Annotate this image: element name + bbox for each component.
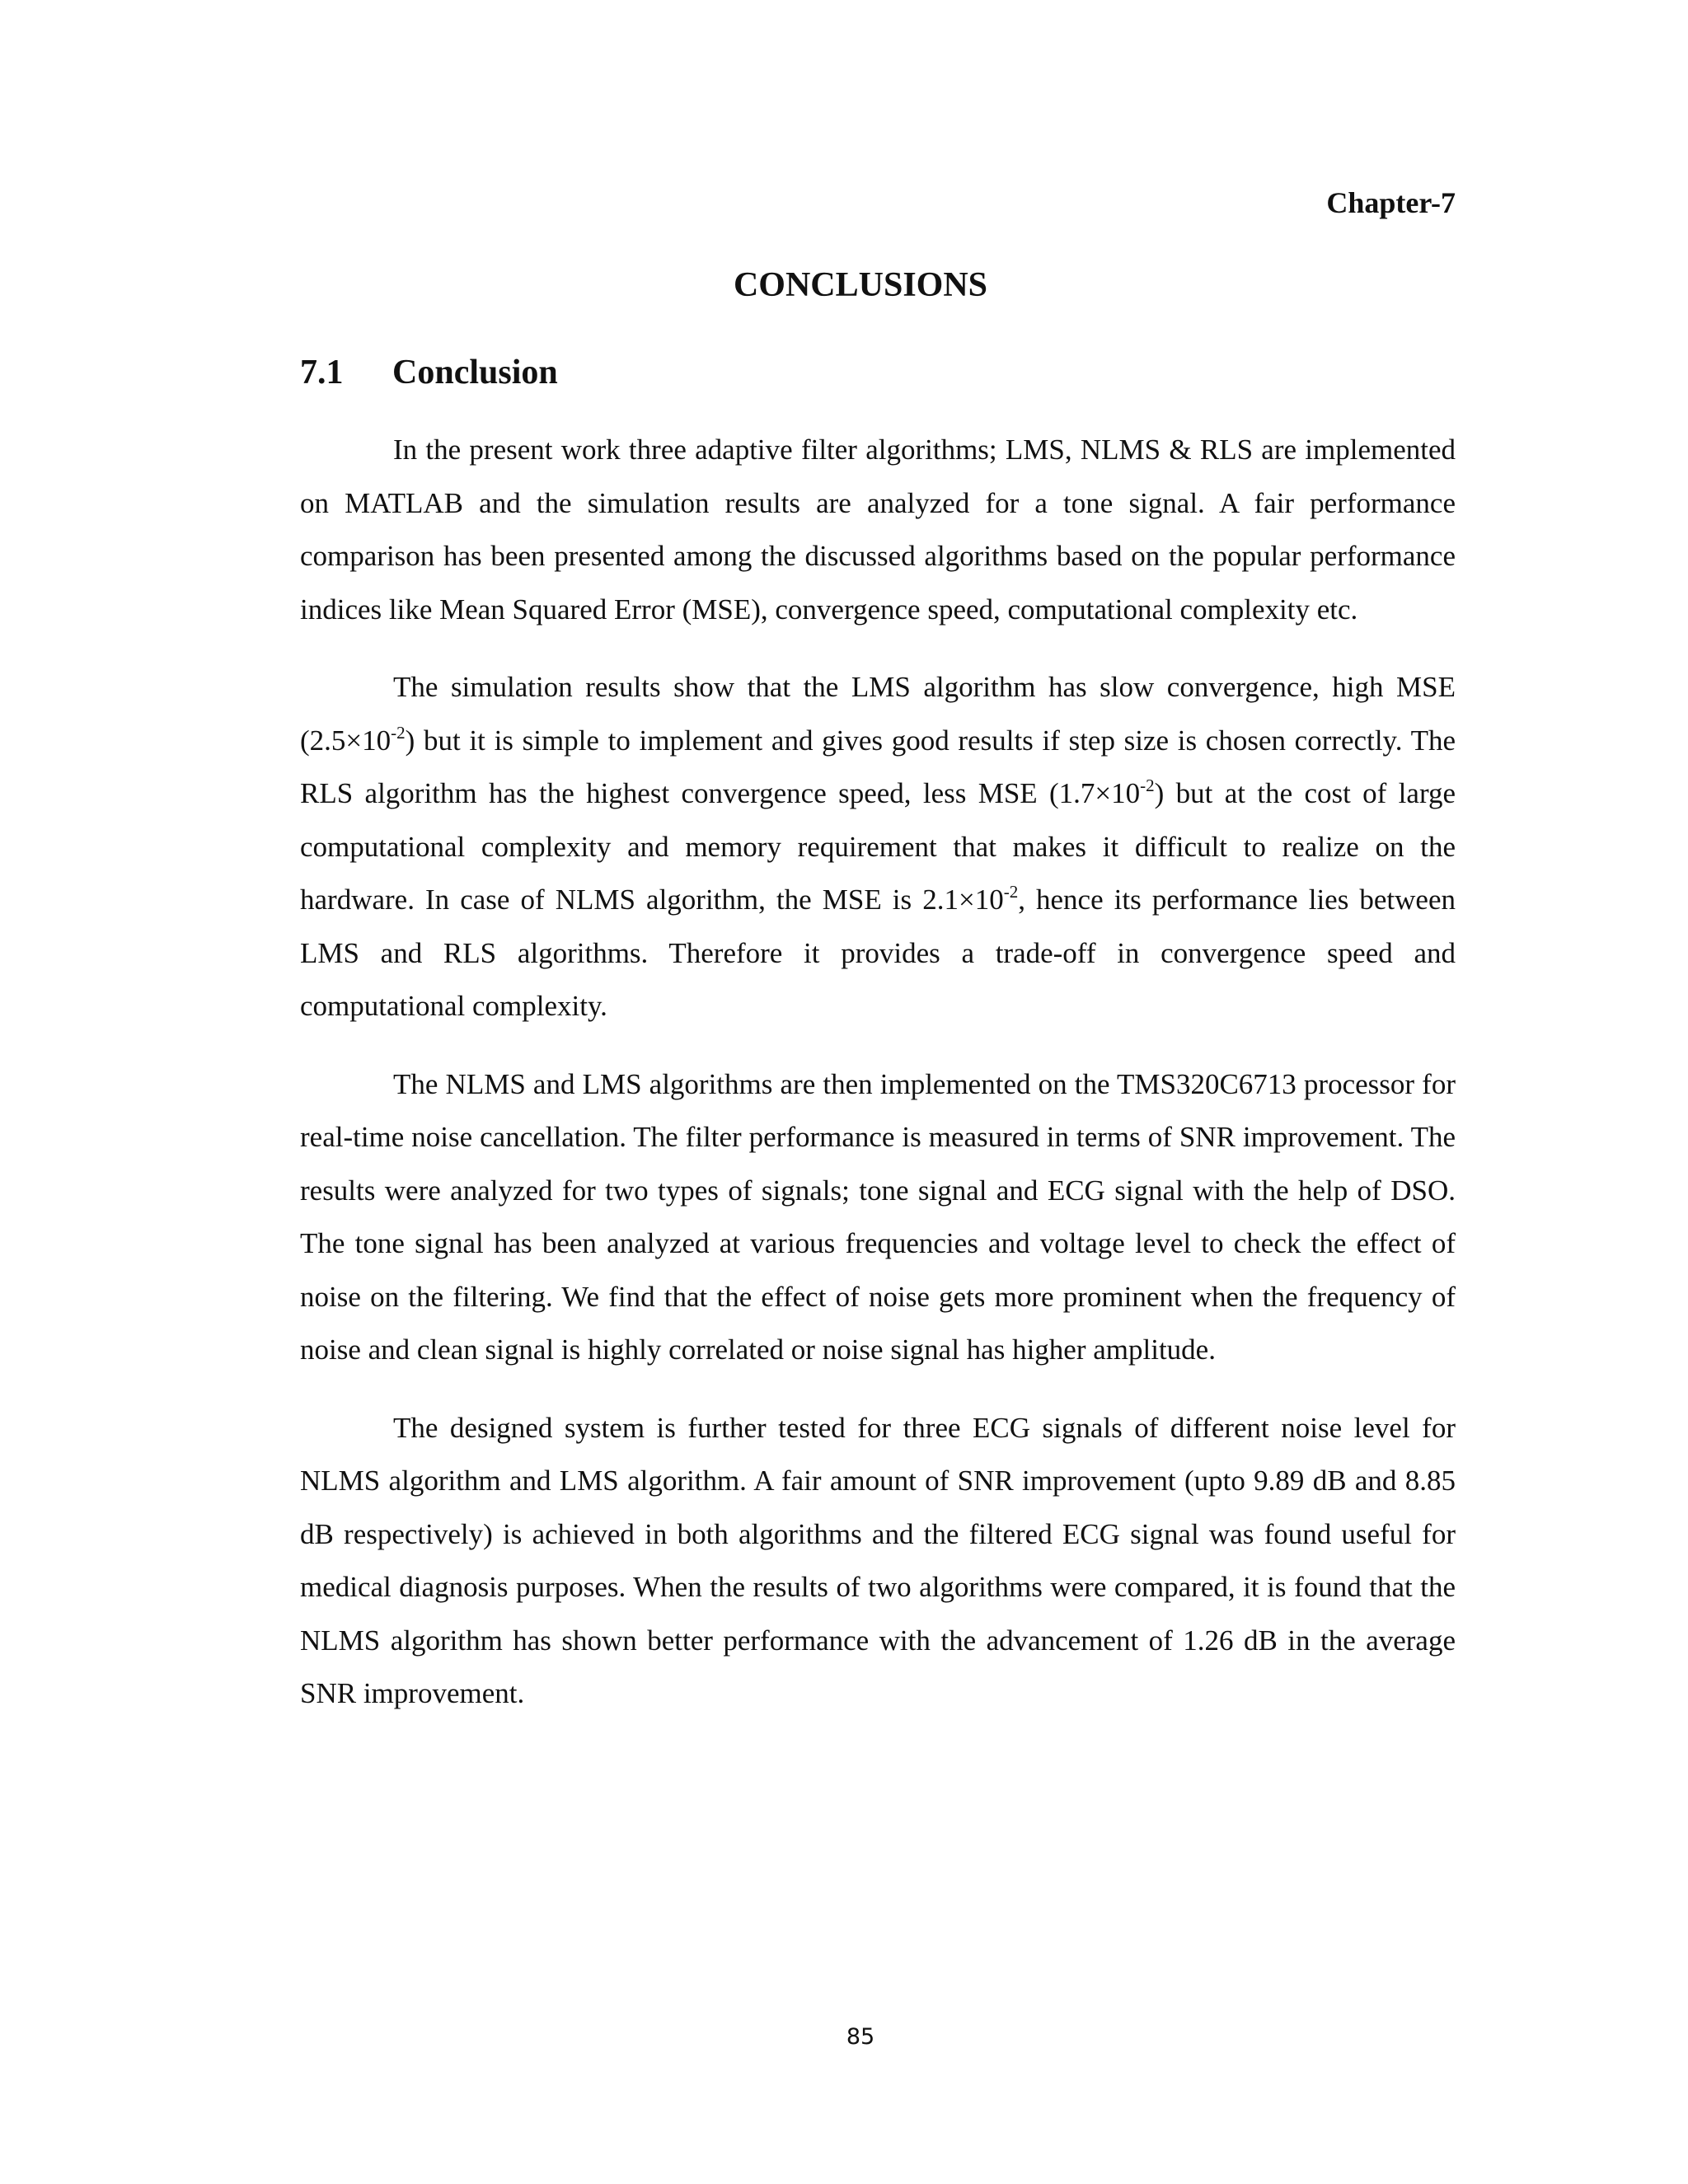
paragraph-2-part-4: , hence its performance lies between LMS and RLS algorithms. Therefore it provides a trade-off in convergence speed and computational complexity. (300, 883, 1456, 1022)
section-number: 7.1 (300, 354, 344, 391)
exponent-1: -2 (391, 722, 406, 743)
exponent-2: -2 (1140, 776, 1155, 795)
paragraph-2-part-3: ) but at the cost of large computational complexity and memory requirement that makes it difficult to realize on the hardware. In case of NLMS algorithm, the MSE is 2.1×10 (300, 777, 1456, 916)
paragraph-1: In the present work three adaptive filter algorithms; LMS, NLMS & RLS are implemented on MATLAB and the simulation results are analyzed for a tone signal. A fair performance comparison has been presented among the discussed algorithms based on the popular performance indices like Mean Squared Error (MSE), convergence speed, computational complexity etc. (300, 434, 1456, 626)
paragraph-2-part-1: The simulation results show that the LMS algorithm has slow convergence, high MSE (2.5×10 (300, 671, 1456, 757)
body-text (300, 424, 1456, 1746)
chapter-label: Chapter-7 (1326, 186, 1456, 219)
section-heading (300, 349, 558, 396)
paragraph-4: The designed system is further tested for three ECG signals of different noise level for NLMS algorithm and LMS algorithm. A fair amount of SNR improvement (upto 9.89 dB and 8.85 dB respectively) is achieved in both algorithms and the filtered ECG signal was found useful for medical diagnosis purposes. When the results of two algorithms were compared, it is found that the NLMS algorithm has shown better performance with the advancement of 1.26 dB in the average SNR improvement. (300, 1411, 1456, 1709)
page-number: 85 (846, 2024, 875, 2050)
section-title: Conclusion (392, 354, 558, 391)
exponent-3: -2 (1003, 882, 1019, 902)
page-title: CONCLUSIONS (733, 266, 988, 304)
paragraph-2-part-2: ) but it is simple to implement and gives good results if step size is chosen correctly. The RLS algorithm has the highest convergence speed, less MSE (1.7×10 (300, 724, 1456, 809)
paragraph-3: The NLMS and LMS algorithms are then implemented on the TMS320C6713 processor for real-time noise cancellation. The filter performance is measured in terms of SNR improvement. The results were analyzed for two types of signals; tone signal and ECG signal with the help of DSO. The tone signal has been analyzed at various frequencies and voltage level to check the effect of noise on the filtering. We find that the effect of noise gets more prominent when the frequency of noise and clean signal is highly correlated or noise signal has higher amplitude. (300, 1067, 1456, 1366)
paragraph-2 (300, 661, 1456, 1033)
